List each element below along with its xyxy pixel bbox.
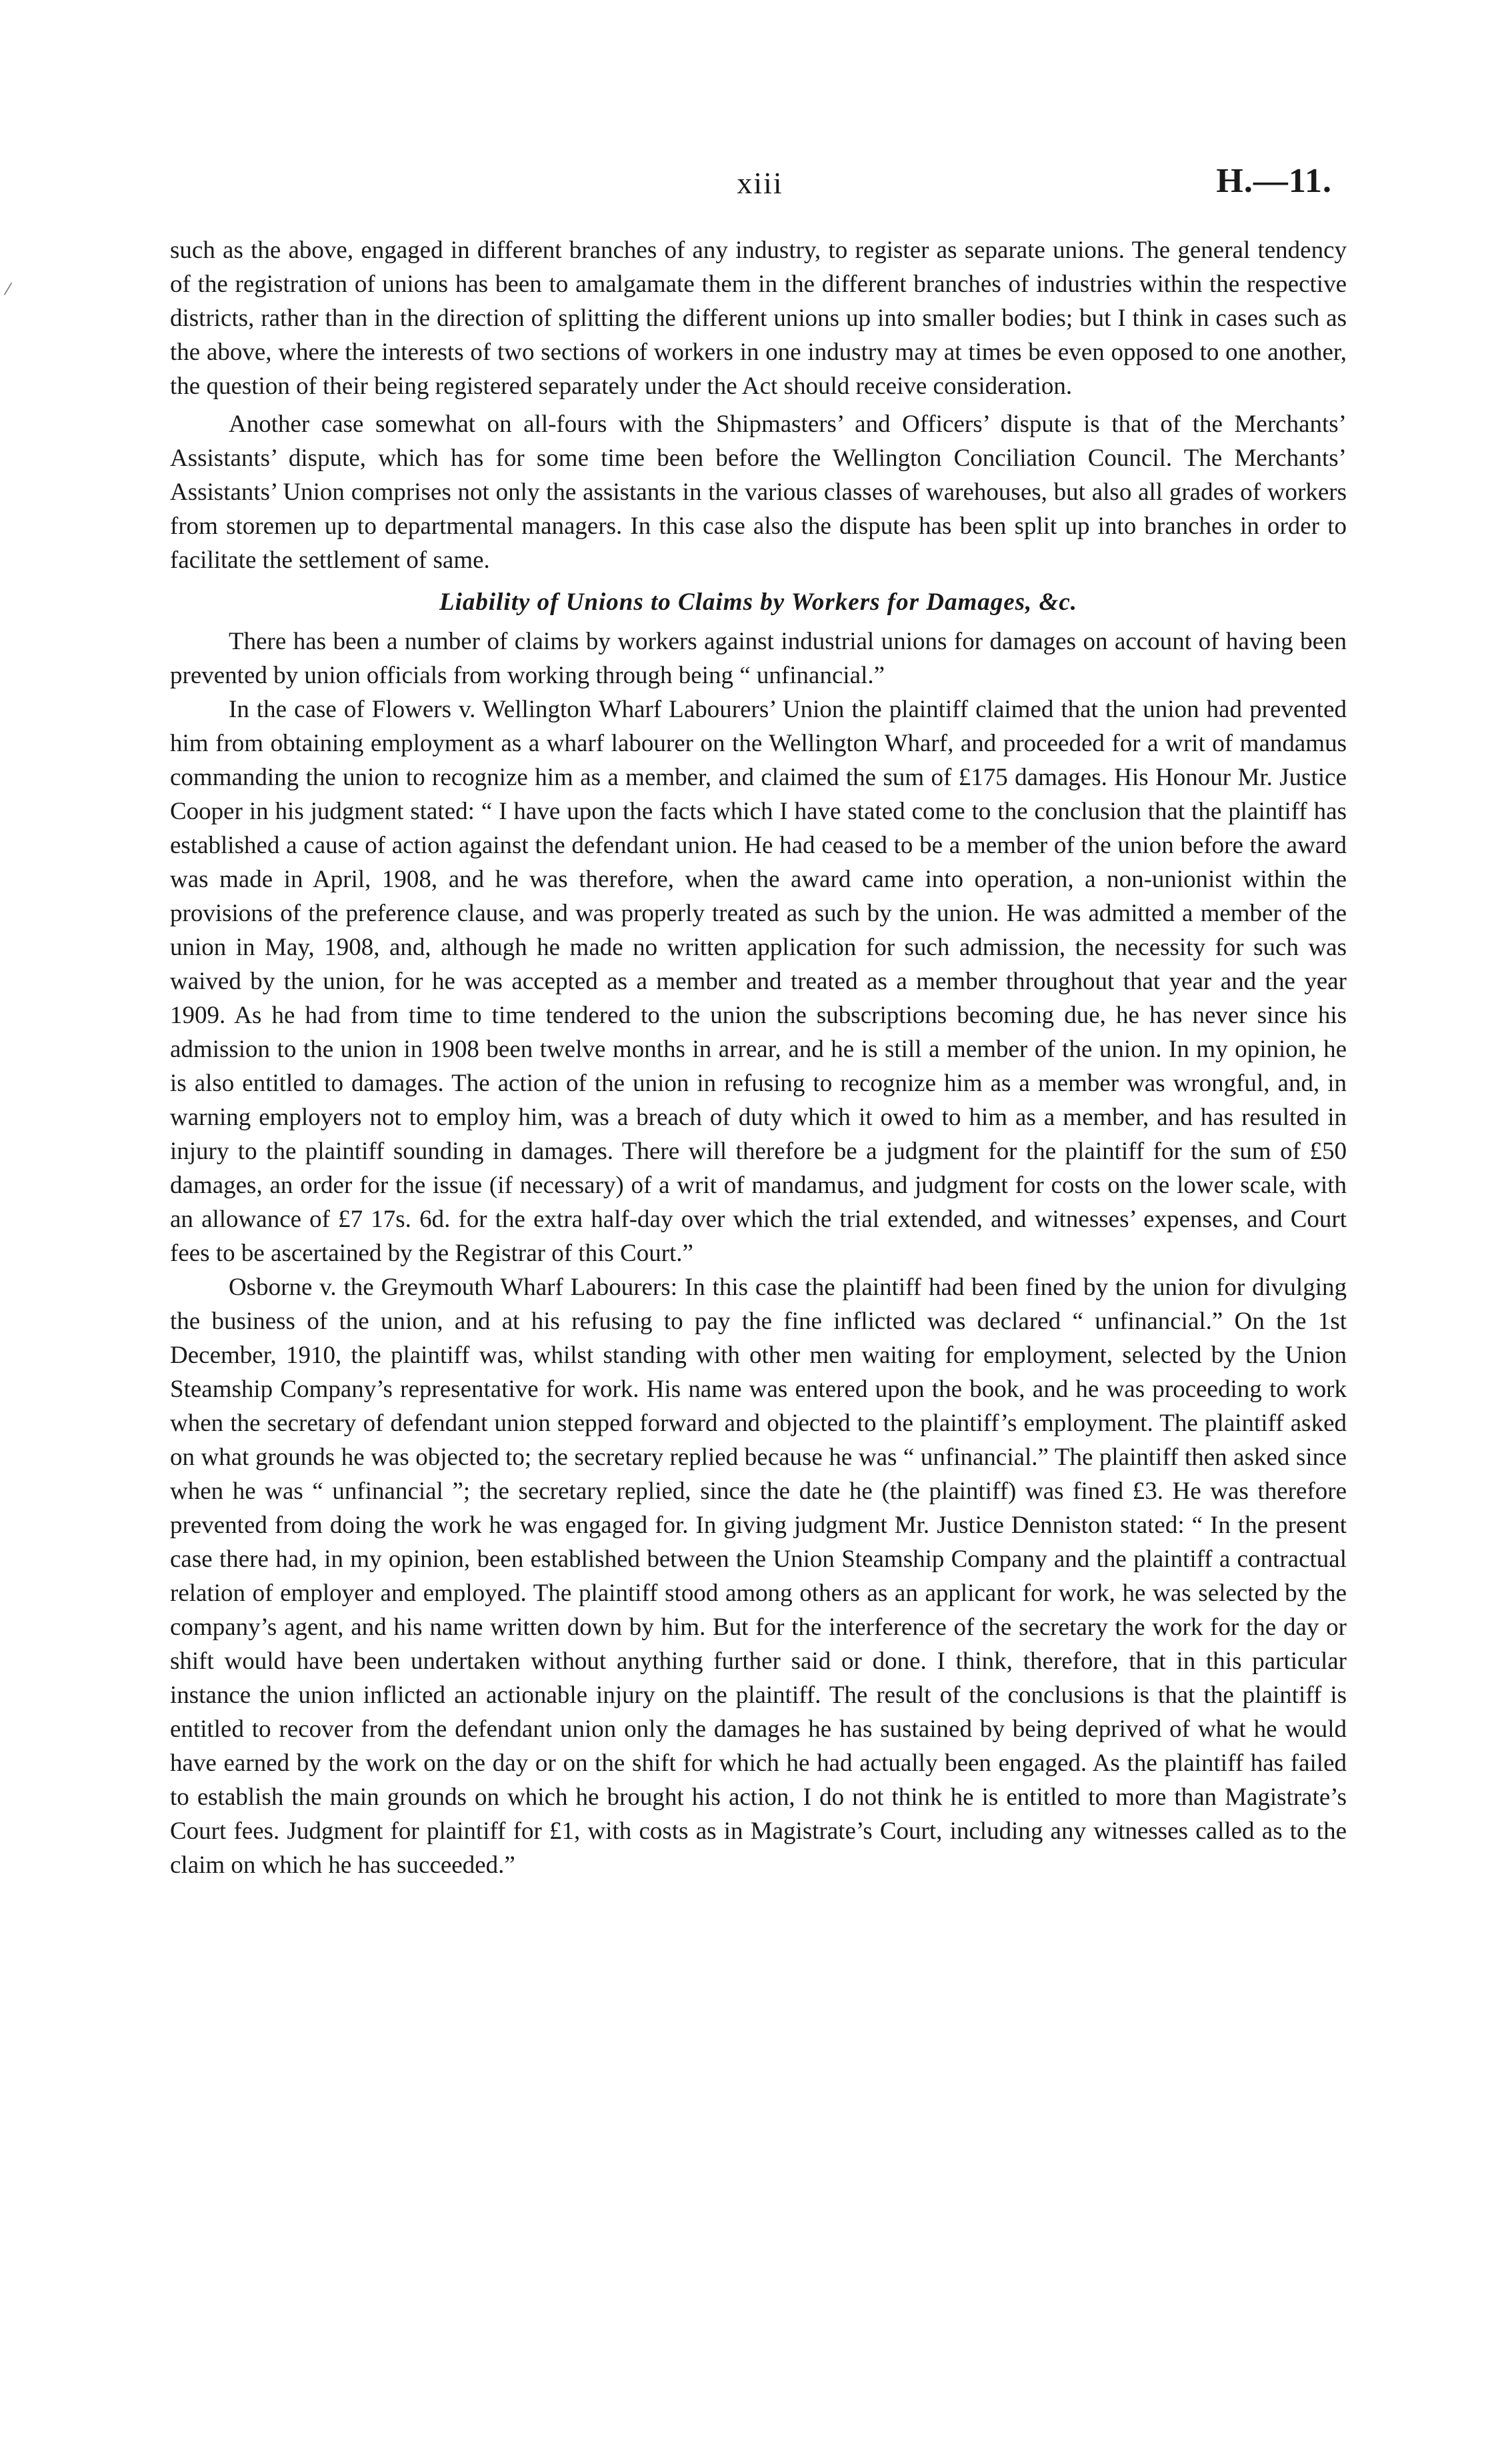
paragraph-flowers-case: In the case of Flowers v. Wellington Wharf Labourers’ Union the plaintiff claimed that the union had prevented him from obtaining employment as a wharf labourer on the Wellington Wharf, and proceeded for a writ of mandamus commanding the union to recognize him as a member, and claimed the sum of £175 damages. His Honour Mr. Justice Cooper in his judgment stated: “ I have upon the facts which I have stated come to the conclusion that the plaintiff has established a cause of action against the defendant union. He had ceased to be a member of the union before the award was made in April, 1908, and he was therefore, when the award came into operation, a non-unionist within the provisions of the preference clause, and was properly treated as such by the union. He was admitted a member of the union in May, 1908, and, although he made no written application for such admission, the necessity for such was waived by the union, for he was accepted as a member and treated as a member throughout that year and the year 1909. As he had from time to time tendered to the union the subscriptions becoming due, he has never since his admission to the union in 1908 been twelve months in arrear, and he is still a member of the union. In my opinion, he is also entitled to damages. The action of the union in refusing to recognize him as a member was wrongful, and, in warning employers not to employ him, was a breach of duty which it owed to him as a member, and has resulted in injury to the plaintiff sounding in damages. There will therefore be a judgment for the plaintiff for the sum of £50 damages, an order for the issue (if necessary) of a writ of mandamus, and judgment for costs on the lower scale, with an allowance of £7 17s. 6d. for the extra half-day over which the trial extended, and witnesses’ expenses, and Court fees to be ascertained by the Registrar of this Court.” [170,696,1347,1267]
body-text [170,233,1347,1882]
section-heading: Liability of Unions to Claims by Workers for Damages, &c. [439,589,1077,616]
page-number: xiii [737,166,783,200]
paragraph-continuation: such as the above, engaged in different branches of any industry, to register as separate unions. The general tendency of the registration of unions has been to amalgamate them in the different branches of industries within the respective districts, rather than in the direction of splitting the different unions up into smaller bodies; but I think in cases such as the above, where the interests of two sections of workers in one industry may at times be even opposed to one another, the question of their being registered separately under the Act should receive consideration. [170,237,1347,400]
paragraph-osborne-case: Osborne v. the Greymouth Wharf Labourers: In this case the plaintiff had been fined by the union for divulging the business of the union, and at his refusing to pay the fine inflicted was declared “ unfinancial.” On the 1st December, 1910, the plaintiff was, whilst standing with other men waiting for employment, selected by the Union Steamship Company’s representative for work. His name was entered upon the book, and he was proceeding to work when the secretary of defendant union stepped forward and objected to the plaintiff’s employment. The plaintiff asked on what grounds he was objected to; the secretary replied because he was “ unfinancial.” The plaintiff then asked since when he was “ unfinancial ”; the secretary replied, since the date he (the plaintiff) was fined £3. He was therefore prevented from doing the work he was engaged for. In giving judgment Mr. Justice Denniston stated: “ In the present case there had, in my opinion, been established between the Union Steamship Company and the plaintiff a contractual relation of employer and employed. The plaintiff stood among others as an applicant for work, he was selected by the company’s agent, and his name written down by him. But for the interference of the secretary the work for the day or shift would have been undertaken without anything further said or done. I think, therefore, that in this particular instance the union inflicted an actionable injury on the plaintiff. The result of the conclusions is that the plaintiff is entitled to recover from the defendant union only the damages he has sustained by being deprived of what he would have earned by the work on the day or on the shift for which he had actually been engaged. As the plaintiff has failed to establish the main grounds on which he brought his action, I do not think he is entitled to more than Magistrate’s Court fees. Judgment for plaintiff for £1, with costs as in Magistrate’s Court, including any witnesses called as to the claim on which he has succeeded.” [170,1274,1347,1879]
margin-mark: ⁄ [7,280,10,299]
paragraph-claims-intro: There has been a number of claims by workers against industrial unions for damages on account of having been prevented by union officials from working through being “ unfinancial.” [170,628,1347,689]
paragraph-merchants-assistants: Another case somewhat on all-fours with the Shipmasters’ and Officers’ dispute is that of the Merchants’ Assistants’ dispute, which has for some time been before the Wellington Conciliation Council. The Merchants’ Assistants’ Union comprises not only the assistants in the various classes of warehouses, but also all grades of workers from storemen up to departmental managers. In this case also the dispute has been split up into branches in order to facilitate the settlement of same. [170,411,1347,574]
document-reference: H.—11. [1216,162,1332,200]
